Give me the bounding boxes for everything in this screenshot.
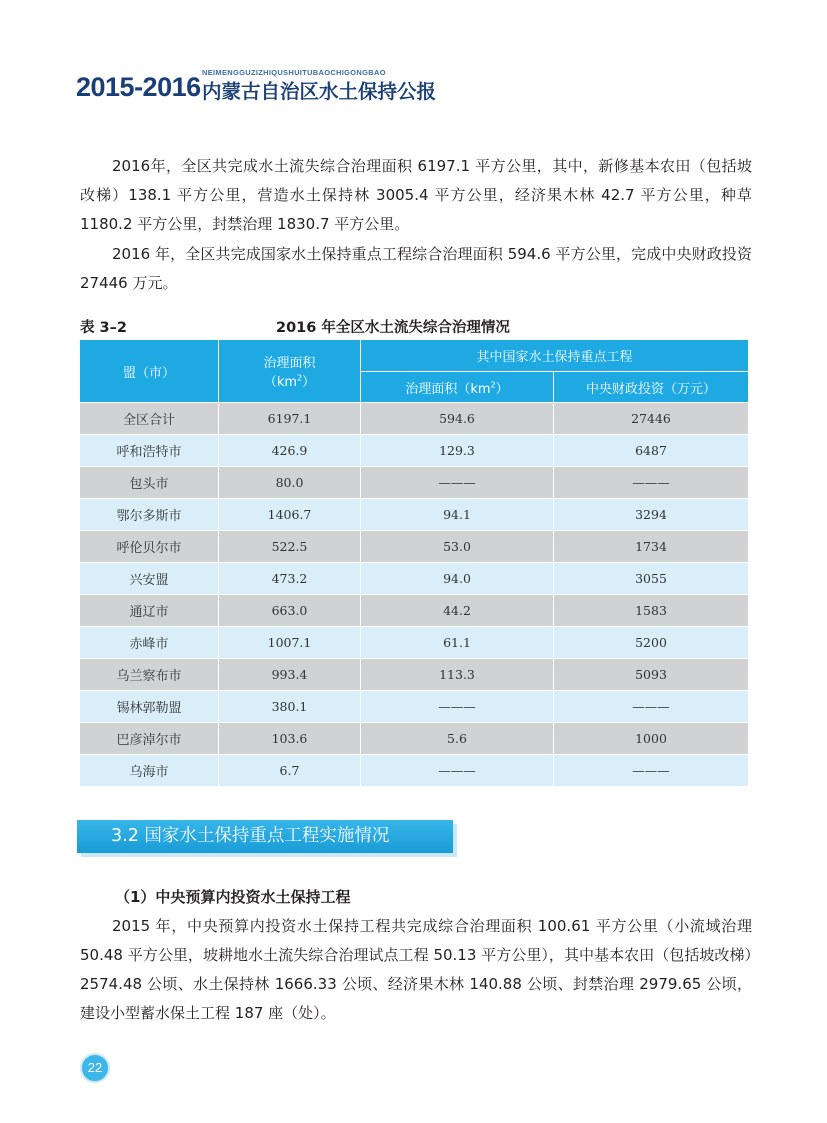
table-row [80, 595, 749, 627]
paragraph-key-projects: 2016 年，全区共完成国家水土保持重点工程综合治理面积 594.6 平方公里，完成中央财政投资 27446 万元。 [80, 245, 752, 292]
cell-area: 103.6 [219, 723, 361, 755]
cell-area: 522.5 [219, 531, 361, 563]
cell-investment: ——— [554, 691, 749, 723]
cell-name: 乌兰察布市 [80, 659, 219, 691]
cell-area: 426.9 [219, 435, 361, 467]
table-row [80, 659, 749, 691]
cell-investment: 27446 [554, 403, 749, 435]
cell-key-area: 129.3 [361, 435, 554, 467]
cell-name: 锡林郭勒盟 [80, 691, 219, 723]
cell-area: 380.1 [219, 691, 361, 723]
table-number: 表 3–2 [80, 320, 127, 336]
table-title: 2016 年全区水土流失综合治理情况 [276, 320, 510, 336]
paragraph-summary: 2016年，全区共完成水土流失综合治理面积 6197.1 平方公里，其中，新修基本农田（包括坡改梯）138.1 平方公里，营造水土保持林 3005.4 平方公里，经济果木林 42.7 平方公里，种草 1180.2 平方公里，封禁治理 1830.7 平方公里。 [80, 157, 752, 233]
section-title: 3.2 国家水土保持重点工程实施情况 [111, 826, 390, 846]
cell-area: 80.0 [219, 467, 361, 499]
cell-area: 473.2 [219, 563, 361, 595]
paragraph-central-budget: 2015 年，中央预算内投资水土保持工程共完成综合治理面积 100.61 平方公里（小流域治理 50.48 平方公里，坡耕地水土流失综合治理试点工程 50.13 平方公里），其中基本农田（包括坡改梯）2574.48 公顷、水土保持林 1666.33 公顷、经济果木林 140.88 公顷、封禁治理 2979.65 公顷，建设小型蓄水保土工程 187 座（处）。 [80, 917, 752, 1022]
cell-investment: 1734 [554, 531, 749, 563]
cell-name: 全区合计 [80, 403, 219, 435]
cell-investment: 1583 [554, 595, 749, 627]
table-row [80, 499, 749, 531]
cell-key-area: 94.1 [361, 499, 554, 531]
cell-name: 包头市 [80, 467, 219, 499]
table-row [80, 467, 749, 499]
cell-area: 1406.7 [219, 499, 361, 531]
header-league-city: 盟（市） [80, 340, 219, 403]
cell-name: 通辽市 [80, 595, 219, 627]
cell-investment: ——— [554, 467, 749, 499]
cell-investment: 1000 [554, 723, 749, 755]
cell-name: 赤峰市 [80, 627, 219, 659]
cell-area: 993.4 [219, 659, 361, 691]
cell-name: 呼和浩特市 [80, 435, 219, 467]
page-number: 22 [80, 1053, 110, 1083]
cell-name: 巴彦淖尔市 [80, 723, 219, 755]
header-pinyin: NEIMENGGUZIZHIQUSHUITUBAOCHIGONGBAO [202, 68, 386, 77]
cell-key-area: 61.1 [361, 627, 554, 659]
cell-key-area: ——— [361, 691, 554, 723]
cell-investment: ——— [554, 755, 749, 787]
table-row [80, 403, 749, 435]
cell-investment: 5093 [554, 659, 749, 691]
table-row [80, 723, 749, 755]
cell-investment: 3294 [554, 499, 749, 531]
header-central-investment: 中央财政投资（万元） [554, 372, 749, 403]
table-row [80, 755, 749, 787]
table-row [80, 531, 749, 563]
table-row [80, 435, 749, 467]
cell-name: 呼伦贝尔市 [80, 531, 219, 563]
header-years: 2015-2016 [76, 72, 201, 102]
table-row [80, 563, 749, 595]
cell-key-area: ——— [361, 755, 554, 787]
governance-table [79, 339, 749, 787]
table-row [80, 691, 749, 723]
cell-key-area: 594.6 [361, 403, 554, 435]
cell-area: 1007.1 [219, 627, 361, 659]
cell-investment: 5200 [554, 627, 749, 659]
cell-key-area: 44.2 [361, 595, 554, 627]
header-title: 内蒙古自治区水土保持公报 [202, 80, 437, 103]
cell-key-area: 113.3 [361, 659, 554, 691]
header-total-area: 治理面积 $(km^2)$ [219, 340, 361, 403]
cell-key-area: 5.6 [361, 723, 554, 755]
header-key-projects: 其中国家水土保持重点工程 [361, 340, 749, 372]
cell-key-area: ——— [361, 467, 554, 499]
cell-investment: 6487 [554, 435, 749, 467]
table-row [80, 627, 749, 659]
cell-area: 6.7 [219, 755, 361, 787]
cell-investment: 3055 [554, 563, 749, 595]
cell-area: 663.0 [219, 595, 361, 627]
cell-name: 乌海市 [80, 755, 219, 787]
cell-key-area: 94.0 [361, 563, 554, 595]
cell-area: 6197.1 [219, 403, 361, 435]
cell-key-area: 53.0 [361, 531, 554, 563]
section-heading-bar [77, 820, 453, 853]
cell-name: 兴安盟 [80, 563, 219, 595]
subsection-heading: （1）中央预算内投资水土保持工程 [115, 888, 351, 906]
header-key-area: 治理面积$(km^2)$ [361, 372, 554, 403]
cell-name: 鄂尔多斯市 [80, 499, 219, 531]
page-header [76, 66, 776, 106]
